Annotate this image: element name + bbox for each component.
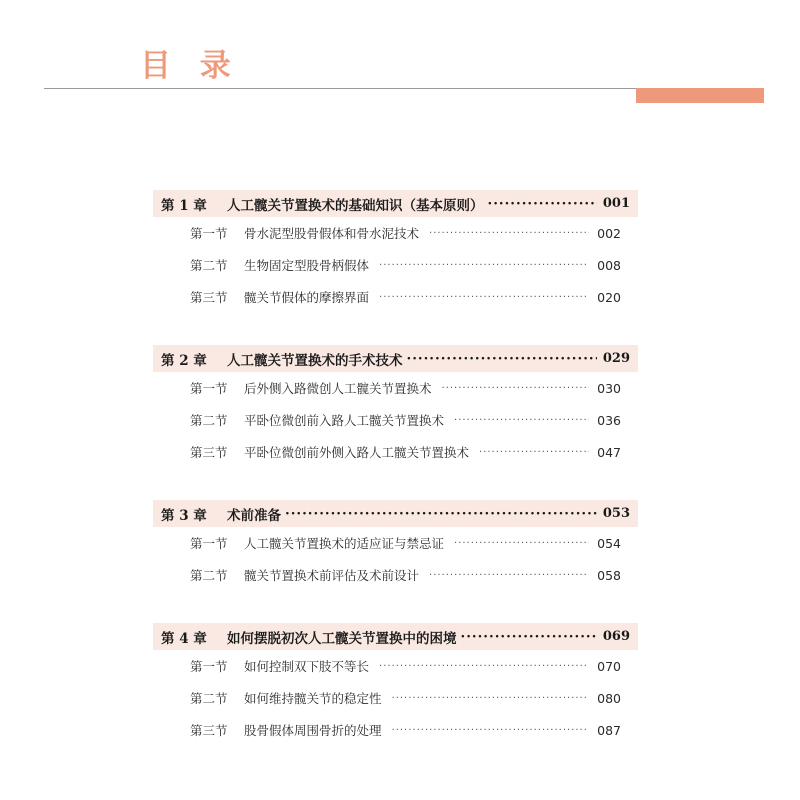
section-title: 髋关节假体的摩擦界面 bbox=[244, 290, 370, 305]
chapter-entry[interactable] bbox=[153, 500, 638, 527]
section-number: 第二节 bbox=[190, 568, 228, 583]
chapter-page: 069 bbox=[602, 629, 630, 644]
section-number: 第三节 bbox=[190, 290, 228, 305]
chapter-title: 如何摆脱初次人工髋关节置换中的困境 bbox=[227, 630, 457, 647]
section-number: 第二节 bbox=[190, 691, 228, 706]
section-number: 第二节 bbox=[190, 413, 228, 428]
chapter-block bbox=[153, 190, 638, 313]
section-entry[interactable] bbox=[153, 527, 638, 559]
dot-leader bbox=[379, 292, 589, 303]
chapter-number: 第 3 章 bbox=[161, 507, 207, 524]
chapter-entry[interactable] bbox=[153, 623, 638, 650]
title-divider bbox=[44, 88, 636, 89]
chapter-number: 第 1 章 bbox=[161, 197, 207, 214]
page-title: 目 录 bbox=[140, 48, 240, 84]
dot-leader bbox=[392, 693, 590, 704]
section-entry[interactable] bbox=[153, 281, 638, 313]
chapter-entry[interactable] bbox=[153, 190, 638, 217]
section-number: 第一节 bbox=[190, 536, 228, 551]
section-number: 第一节 bbox=[190, 226, 228, 241]
section-title: 骨水泥型股骨假体和骨水泥技术 bbox=[244, 226, 420, 241]
chapter-title: 人工髋关节置换术的基础知识（基本原则） bbox=[227, 197, 484, 214]
section-entry[interactable] bbox=[153, 404, 638, 436]
section-title: 股骨假体周围骨折的处理 bbox=[244, 723, 382, 738]
section-entry[interactable] bbox=[153, 436, 638, 468]
chapter-page: 053 bbox=[602, 506, 630, 521]
chapter-block bbox=[153, 500, 638, 591]
section-entry[interactable] bbox=[153, 714, 638, 746]
accent-bar bbox=[636, 88, 764, 103]
dot-leader bbox=[479, 447, 589, 458]
section-page: 054 bbox=[597, 535, 621, 551]
section-number: 第三节 bbox=[190, 445, 228, 460]
chapter-page: 001 bbox=[602, 196, 630, 211]
dot-leader bbox=[442, 383, 590, 394]
section-title: 平卧位微创前入路人工髋关节置换术 bbox=[244, 413, 445, 428]
dot-leader bbox=[488, 196, 597, 212]
section-title: 生物固定型股骨柄假体 bbox=[244, 258, 370, 273]
section-number: 第二节 bbox=[190, 258, 228, 273]
dot-leader bbox=[379, 661, 589, 672]
dot-leader bbox=[285, 506, 597, 522]
section-page: 047 bbox=[597, 444, 621, 460]
section-number: 第三节 bbox=[190, 723, 228, 738]
chapter-title: 术前准备 bbox=[227, 507, 281, 524]
chapter-block bbox=[153, 623, 638, 746]
section-page: 030 bbox=[597, 380, 621, 396]
section-page: 080 bbox=[597, 690, 621, 706]
section-entry[interactable] bbox=[153, 682, 638, 714]
section-page: 058 bbox=[597, 567, 621, 583]
section-page: 070 bbox=[597, 658, 621, 674]
section-entry[interactable] bbox=[153, 650, 638, 682]
section-title: 如何维持髋关节的稳定性 bbox=[244, 691, 382, 706]
dot-leader bbox=[429, 228, 589, 239]
section-title: 后外侧入路微创人工髋关节置换术 bbox=[244, 381, 432, 396]
section-page: 008 bbox=[597, 257, 621, 273]
section-entry[interactable] bbox=[153, 249, 638, 281]
section-page: 002 bbox=[597, 225, 621, 241]
dot-leader bbox=[429, 570, 589, 581]
section-title: 髋关节置换术前评估及术前设计 bbox=[244, 568, 420, 583]
section-page: 020 bbox=[597, 289, 621, 305]
section-page: 036 bbox=[597, 412, 621, 428]
chapter-number: 第 4 章 bbox=[161, 630, 207, 647]
section-title: 如何控制双下肢不等长 bbox=[244, 659, 370, 674]
dot-leader bbox=[379, 260, 589, 271]
chapter-entry[interactable] bbox=[153, 345, 638, 372]
dot-leader bbox=[407, 351, 597, 367]
chapter-number: 第 2 章 bbox=[161, 352, 207, 369]
chapter-block bbox=[153, 345, 638, 468]
section-number: 第一节 bbox=[190, 659, 228, 674]
dot-leader bbox=[454, 538, 589, 549]
section-title: 平卧位微创前外侧入路人工髋关节置换术 bbox=[244, 445, 470, 460]
dot-leader bbox=[392, 725, 590, 736]
dot-leader bbox=[461, 629, 597, 645]
section-entry[interactable] bbox=[153, 217, 638, 249]
section-entry[interactable] bbox=[153, 372, 638, 404]
chapter-page: 029 bbox=[602, 351, 630, 366]
section-page: 087 bbox=[597, 722, 621, 738]
dot-leader bbox=[454, 415, 589, 426]
chapter-title: 人工髋关节置换术的手术技术 bbox=[227, 352, 403, 369]
section-entry[interactable] bbox=[153, 559, 638, 591]
section-number: 第一节 bbox=[190, 381, 228, 396]
section-title: 人工髋关节置换术的适应证与禁忌证 bbox=[244, 536, 445, 551]
table-of-contents bbox=[153, 190, 638, 778]
